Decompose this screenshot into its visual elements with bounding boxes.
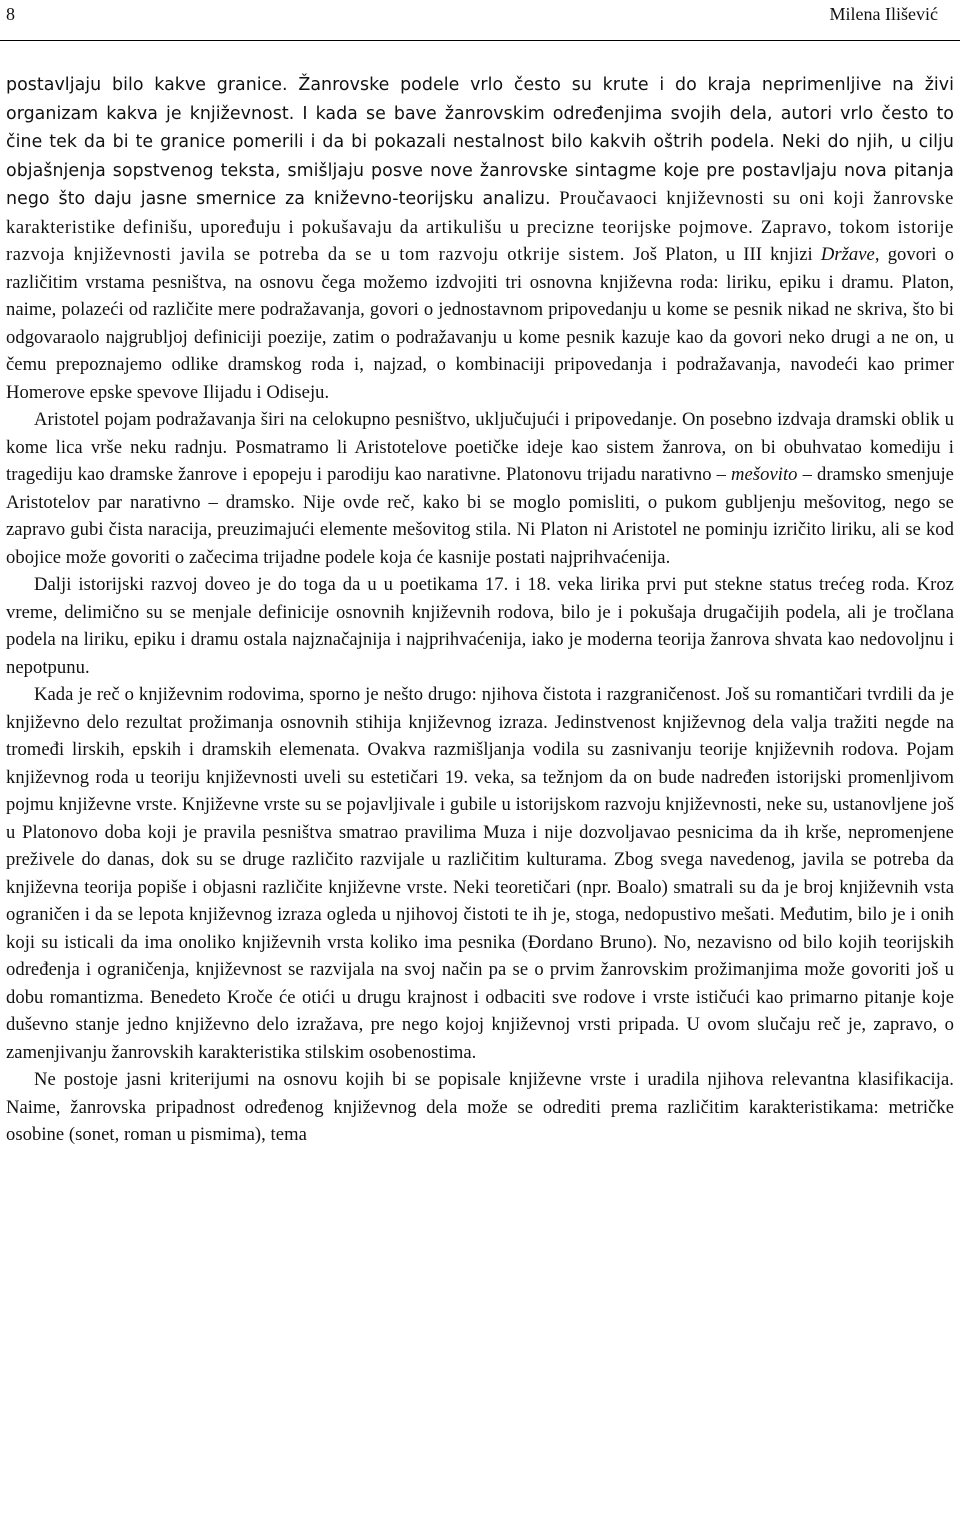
text-span: Proučavaoci književnosti su oni koji žanrovske karakteristike definišu, upoređuju i pokušavaju da artikulišu u precizne teorijske pojmove. Zapravo, tokom istorije razvoja književnosti javila se potreba da se u tom razvoju otkrije sistem. (6, 188, 954, 265)
paragraph (6, 681, 954, 1066)
text-span: postavljaju bilo kakve granice. Žanrovske podele vrlo često su krute i do kraja neprimenljive na živi organizam kakva je književnost. I kada se bave žanrovskim određenjima svojih dela, autori vrlo često to čine tek da bi te granice pomerili i da bi pokazali nestalnost bilo kakvih oštrih podela. Neki do njih, u cilju objašnjenja sopstvenog teksta, smišljaju posve nove žanrovske sintagme koje pre postavljaju nova pitanja nego što daju jasne smernice za kniževno-teorijsku analizu. (6, 75, 954, 209)
italic-term: mešovito (731, 464, 798, 485)
text-span: Kada je reč o književnim rodovima, sporno je nešto drugo: njihova čistota i razgraničenost. Još su romantičari tvrdili da je književno delo rezultat prožimanja osnovnih stihija književnog izraza. Jedinstvenost književnog dela valja tražiti negde na tromeđi lirskih, epskih i dramskih elemenata. Ovakva razmišljanja vodila su zasnivanju teorije književnih rodova. Pojam književnog roda u teoriju književnosti uveli su estetičari 19. veka, sa težnjom da on bude nadređen istorijski promenljivom pojmu književne vrste. Književne vrste su se pojavljivale i gubile u istorijskom razvoju književnosti, neke su, ustanovljene još u Platonovo doba koji je pravila pesništva smatrao pravilima Muza i nije dozvoljavao pesnicima da ih krše, nepromenjene preživele do danas, dok su se druge različito razvijale u različitim kulturama. Zbog svega navedenog, javila se potreba da književna teorija popiše i objasni različite književne vrste. Neki teoretičari (npr. Boalo) smatrali su da je broj književnih vsta ograničen i da se lepota književnog izraza ogleda u njihovoj čistoti te ih je, stoga, nedopustivo mešati. Međutim, bilo je i onih koji su isticali da ima onoliko književnih vrsta koliko ima pesnika (Đordano Bruno). No, nezavisno od bilo kojih teorijskih određenja i ograničenja, književnost se razvijala na svoj način pa se o prvim žanrovskim prožimanjima može govoriti još u dobu romantizma. Benedeto Kroče će otići u drugu krajnost i odbaciti sve rodove i vrste ističući kao primarno pitanje koje duševno stanje jedno književno delo izražava, pre nego kojoj književnoj vrsti pripada. U ovom slučaju reč je, zapravo, o zamenjivanju žanrovskih karakteristika stilskim osobenostima. (6, 684, 954, 1063)
text-span: Aristotel pojam podražavanja širi na celokupno pesništvo, uključujući i pripovedanje. On posebno izdvaja dramski oblik u kome lica vrše neku radnju. Posmatramo li Aristotelove poetičke ideje kao sistem žanrova, on bi obuhvatao komediju i tragediju kao dramske žanrove i epopeju i parodiju kao narativne. Platonovu trijadu narativno – (6, 409, 954, 485)
text-span: , govori o različitim vrstama pesništva, na osnovu čega možemo izdvojiti tri osnovna književna roda: liriku, epiku i dramu. Platon, naime, polazeći od različite mere podražavanja, govori o jednostavnom pripovedanju u kome se pesnik nikad ne skriva, što bi odgovaraolo najgrubljoj definiciji poezije, zatim o podražavanju u kome pesnik kazuje kao da govori neko drugi a ne on, u čemu prepoznajemo odlike dramskog roda i, najzad, o kombinaciji pripovedanja i podražavanja, navodeći kao primer Homerove epske spevove Ilijadu i Odiseju. (6, 244, 954, 403)
text-span: – dramsko smenjuje Aristotelov par narativno – dramsko. Nije ovde reč, kako bi se moglo pomisliti, o pukom gubljenju mešovitog, nego se zapravo gubi čista naracija, preuzimajući elemente mešovitog stila. Ni Platon ni Aristotel ne pominju izričito liriku, ali se kod obojice može govoriti o začecima trijadne podele koja će kasnije postati najprihvaćenija. (6, 464, 954, 568)
paragraph (6, 571, 954, 681)
paragraph (6, 1066, 954, 1149)
text-span: Ne postoje jasni kriterijumi na osnovu kojih bi se popisale književne vrste i uradila njihova relevantna klasifikacija. Naime, žanrovska pripadnost određenog književnog dela može se odrediti prema različitim karakteristikama: metričke osobine (sonet, roman u pismima), tema (6, 1069, 954, 1145)
running-header (0, 0, 960, 41)
text-span: Dalji istorijski razvoj doveo je do toga da u u poetikama 17. i 18. veka lirika prvi put stekne status trećeg roda. Kroz vreme, delimično su se menjale definicije osnovnih književnih rodova, bilo je i pokušaja drugačijih podela, ali je tročlana podela na liriku, epiku i dramu ostala najznačajnija i najprihvaćenija, iako je moderna teorija žanrova shvata kao nedovoljnu i nepotpunu. (6, 574, 954, 678)
paragraph (6, 406, 954, 571)
text-span: Još Platon, u III knjizi (625, 244, 821, 265)
page-number: 8 (6, 4, 15, 24)
author-name: Milena Ilišević (829, 4, 938, 24)
body-text (6, 71, 954, 1149)
italic-title: Države (820, 244, 875, 265)
paragraph (6, 71, 954, 406)
